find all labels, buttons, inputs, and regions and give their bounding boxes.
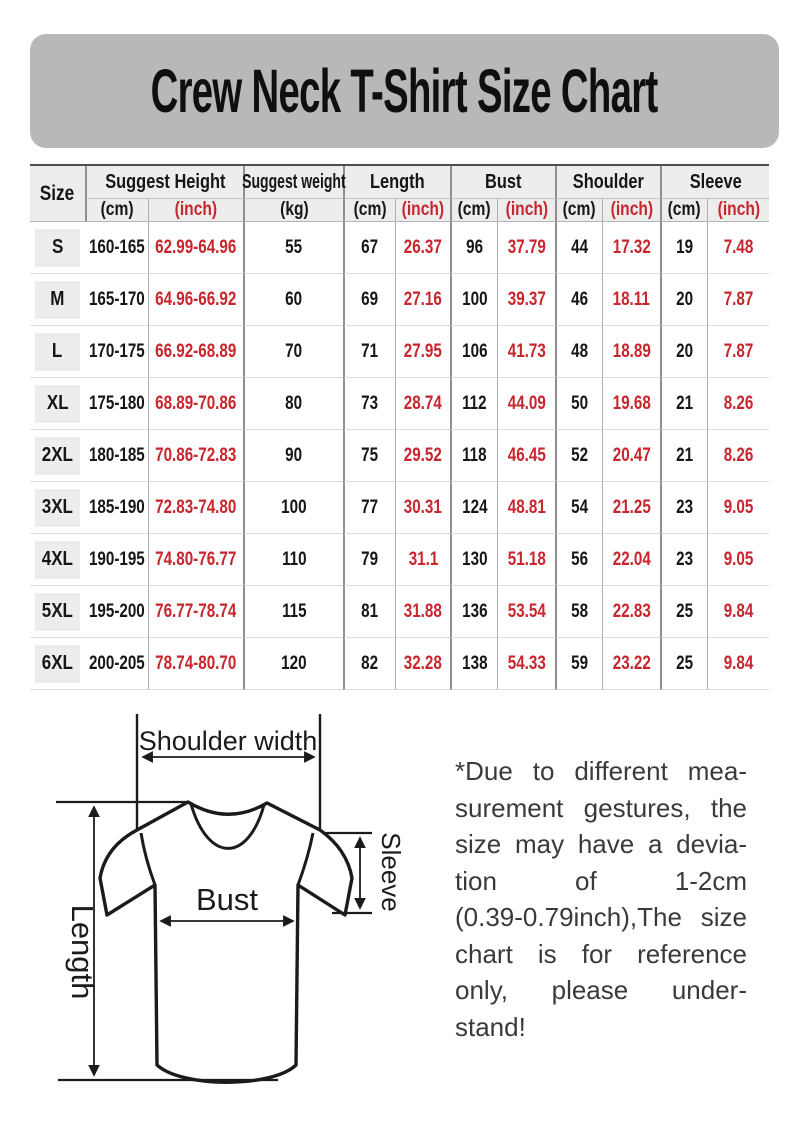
unit-label: (kg): [279, 199, 309, 220]
value-text: 110: [281, 548, 307, 570]
size-badge: [35, 489, 80, 527]
size-cell: [30, 534, 85, 586]
value-cell: [343, 430, 395, 482]
value-text: 8.26: [723, 444, 754, 466]
value-text: 18.11: [612, 288, 651, 310]
value-cell: [243, 534, 343, 586]
value-text: 64.96-66.92: [155, 288, 237, 310]
value-text: 27.95: [403, 340, 443, 362]
note-line: stand!: [455, 1011, 526, 1042]
value-cell: [707, 274, 769, 326]
col-group-bust: [450, 166, 555, 198]
title-banner: [30, 34, 779, 148]
value-text: 9.05: [723, 548, 754, 570]
value-cell: [343, 274, 395, 326]
unit-label: (inch): [174, 199, 218, 220]
value-text: 55: [285, 236, 303, 258]
value-text: 20: [676, 340, 693, 362]
unit-label: (inch): [401, 199, 445, 220]
value-text: 21: [676, 444, 693, 466]
value-text: 175-180: [88, 392, 145, 414]
unit-header-bust-inch: [497, 198, 555, 222]
value-cell: [343, 482, 395, 534]
length-label: Length: [65, 904, 100, 1000]
value-text: 9.84: [723, 652, 754, 674]
value-text: 30.31: [403, 496, 443, 518]
value-text: 48.81: [507, 496, 546, 518]
unit-label: (cm): [668, 199, 701, 220]
value-text: 54: [571, 496, 588, 518]
value-text: 8.26: [723, 392, 754, 414]
value-cell: [343, 326, 395, 378]
col-group-suggest-height: [85, 166, 243, 198]
value-text: 23: [676, 496, 693, 518]
value-cell: [243, 586, 343, 638]
col-group-suggest-weight: [242, 166, 346, 198]
value-cell: [148, 430, 243, 482]
tshirt-measurement-diagram: [10, 700, 450, 1122]
value-cell: [707, 534, 769, 586]
value-cell: [450, 482, 497, 534]
value-cell: [85, 378, 148, 430]
size-cell: [30, 586, 85, 638]
value-text: 70.86-72.83: [155, 444, 237, 466]
value-text: 69: [361, 288, 379, 310]
value-text: 80: [285, 392, 303, 414]
value-cell: [395, 638, 450, 690]
value-text: 90: [285, 444, 303, 466]
value-cell: [450, 430, 497, 482]
value-cell: [148, 482, 243, 534]
group-label: Sleeve: [689, 170, 742, 193]
value-cell: [555, 222, 602, 274]
value-cell: [497, 482, 555, 534]
value-text: 7.48: [723, 236, 754, 258]
value-text: 37.79: [507, 236, 546, 258]
value-cell: [602, 274, 660, 326]
value-cell: [602, 638, 660, 690]
value-text: 67: [361, 236, 379, 258]
value-cell: [660, 482, 707, 534]
group-label: Suggest weight: [242, 170, 346, 193]
value-text: 130: [461, 548, 488, 570]
value-cell: [602, 586, 660, 638]
value-cell: [85, 638, 148, 690]
value-text: 23.22: [612, 652, 651, 674]
value-text: 28.74: [403, 392, 443, 414]
value-text: 70: [285, 340, 303, 362]
value-text: 71: [361, 340, 379, 362]
disclaimer-note: [455, 753, 747, 1045]
value-text: 56: [571, 548, 588, 570]
value-text: 138: [461, 652, 488, 674]
value-text: 9.05: [723, 496, 754, 518]
size-badge: [35, 437, 80, 475]
unit-header-shoulder-cm: [555, 198, 602, 222]
value-cell: [497, 378, 555, 430]
value-text: 100: [461, 288, 488, 310]
note-line: chart is for reference: [455, 938, 747, 969]
size-cell: [30, 482, 85, 534]
value-cell: [395, 222, 450, 274]
value-text: 9.84: [723, 600, 754, 622]
value-cell: [148, 326, 243, 378]
value-cell: [343, 222, 395, 274]
value-cell: [343, 534, 395, 586]
value-text: 41.73: [507, 340, 546, 362]
value-text: 170-175: [88, 340, 145, 362]
value-cell: [85, 326, 148, 378]
value-text: 68.89-70.86: [155, 392, 237, 414]
value-text: 46.45: [507, 444, 546, 466]
shoulder-width-label: Shoulder width: [138, 726, 318, 756]
value-cell: [395, 326, 450, 378]
size-cell: [30, 430, 85, 482]
value-text: 195-200: [88, 600, 145, 622]
value-cell: [660, 586, 707, 638]
size-badge: [35, 229, 80, 267]
value-text: 200-205: [88, 652, 145, 674]
value-text: 23: [676, 548, 693, 570]
value-text: 74.80-76.77: [155, 548, 237, 570]
value-cell: [243, 378, 343, 430]
size-label: XL: [46, 392, 69, 414]
value-text: 106: [461, 340, 488, 362]
sleeve-seam-right: [298, 833, 313, 885]
value-text: 100: [281, 496, 307, 518]
value-text: 165-170: [88, 288, 145, 310]
value-cell: [707, 638, 769, 690]
size-label: 4XL: [41, 548, 74, 570]
value-cell: [243, 326, 343, 378]
value-cell: [497, 222, 555, 274]
value-cell: [395, 378, 450, 430]
value-cell: [243, 482, 343, 534]
value-cell: [555, 534, 602, 586]
note-line: (0.39-0.79inch),The size: [455, 902, 747, 932]
value-cell: [497, 430, 555, 482]
size-label: M: [50, 288, 65, 310]
size-badge: [35, 385, 80, 423]
value-cell: [450, 638, 497, 690]
bust-label: Bust: [195, 882, 259, 917]
value-cell: [497, 586, 555, 638]
value-text: 19.68: [612, 392, 651, 414]
value-cell: [602, 378, 660, 430]
value-text: 124: [461, 496, 488, 518]
size-badge: [35, 645, 80, 683]
value-cell: [660, 274, 707, 326]
value-cell: [395, 482, 450, 534]
size-cell: [30, 638, 85, 690]
note-line: surement gestures, the: [455, 792, 747, 823]
size-cell: [30, 222, 85, 274]
value-cell: [148, 378, 243, 430]
value-text: 66.92-68.89: [155, 340, 237, 362]
size-badge: [35, 281, 80, 319]
unit-label: (inch): [505, 199, 548, 220]
value-cell: [243, 222, 343, 274]
value-cell: [450, 534, 497, 586]
value-text: 31.1: [408, 548, 438, 570]
size-chart-table: [30, 164, 769, 690]
value-text: 115: [281, 600, 307, 622]
value-cell: [602, 326, 660, 378]
unit-header-height-inch: [148, 198, 243, 222]
value-text: 190-195: [88, 548, 145, 570]
value-cell: [707, 222, 769, 274]
note-line: only, please under-: [455, 975, 747, 1005]
value-text: 51.18: [507, 548, 546, 570]
value-text: 112: [462, 392, 487, 414]
value-cell: [707, 586, 769, 638]
value-cell: [555, 274, 602, 326]
value-text: 59: [571, 652, 588, 674]
unit-label: (cm): [101, 199, 134, 220]
value-text: 21: [676, 392, 693, 414]
value-cell: [602, 222, 660, 274]
value-text: 118: [462, 444, 487, 466]
value-cell: [660, 378, 707, 430]
group-label: Length: [370, 170, 425, 193]
value-cell: [343, 638, 395, 690]
value-cell: [497, 274, 555, 326]
sleeve-label: Sleeve: [376, 832, 406, 912]
value-text: 79: [361, 548, 379, 570]
value-cell: [85, 586, 148, 638]
value-cell: [555, 326, 602, 378]
value-text: 27.16: [403, 288, 443, 310]
size-badge: [35, 593, 80, 631]
value-text: 46: [571, 288, 588, 310]
value-text: 44: [571, 236, 588, 258]
value-cell: [497, 534, 555, 586]
value-text: 76.77-78.74: [155, 600, 237, 622]
size-label: 2XL: [41, 444, 74, 466]
col-header-size: [30, 166, 85, 222]
unit-header-length-cm: [343, 198, 395, 222]
value-cell: [555, 482, 602, 534]
value-cell: [660, 534, 707, 586]
value-cell: [497, 638, 555, 690]
size-label: L: [52, 340, 63, 362]
value-cell: [660, 222, 707, 274]
value-text: 32.28: [403, 652, 443, 674]
value-cell: [343, 586, 395, 638]
unit-header-height-cm: [85, 198, 148, 222]
value-text: 31.88: [403, 600, 443, 622]
value-cell: [395, 534, 450, 586]
value-cell: [148, 534, 243, 586]
unit-header-weight-kg: [243, 198, 343, 222]
value-cell: [450, 222, 497, 274]
value-cell: [395, 274, 450, 326]
value-cell: [395, 430, 450, 482]
value-text: 96: [466, 236, 483, 258]
unit-label: (inch): [717, 199, 760, 220]
value-cell: [243, 638, 343, 690]
unit-label: (cm): [563, 199, 596, 220]
value-text: 53.54: [507, 600, 546, 622]
value-cell: [450, 274, 497, 326]
value-cell: [555, 638, 602, 690]
col-group-shoulder: [555, 166, 660, 198]
value-text: 22.04: [612, 548, 651, 570]
size-label: 6XL: [41, 652, 74, 674]
value-cell: [602, 534, 660, 586]
value-text: 44.09: [507, 392, 546, 414]
unit-header-sleeve-inch: [707, 198, 769, 222]
value-cell: [660, 326, 707, 378]
value-cell: [85, 274, 148, 326]
value-text: 62.99-64.96: [155, 236, 237, 258]
value-cell: [148, 586, 243, 638]
value-text: 7.87: [723, 288, 754, 310]
value-text: 60: [285, 288, 303, 310]
value-cell: [343, 378, 395, 430]
value-text: 136: [461, 600, 488, 622]
value-text: 19: [676, 236, 693, 258]
value-cell: [660, 430, 707, 482]
value-text: 54.33: [507, 652, 546, 674]
size-cell: [30, 326, 85, 378]
col-header-size-label: Size: [40, 181, 75, 205]
unit-header-length-inch: [395, 198, 450, 222]
size-label: S: [51, 236, 64, 258]
unit-label: (cm): [458, 199, 491, 220]
size-label: 5XL: [41, 600, 74, 622]
size-label: 3XL: [41, 496, 74, 518]
value-text: 50: [571, 392, 588, 414]
note-line: tion of 1-2cm: [455, 865, 747, 896]
unit-header-sleeve-cm: [660, 198, 707, 222]
value-text: 7.87: [723, 340, 754, 362]
value-text: 185-190: [88, 496, 145, 518]
value-text: 20.47: [612, 444, 651, 466]
value-text: 78.74-80.70: [155, 652, 237, 674]
value-cell: [707, 430, 769, 482]
value-cell: [660, 638, 707, 690]
value-cell: [555, 586, 602, 638]
value-text: 17.32: [612, 236, 651, 258]
value-cell: [707, 326, 769, 378]
value-text: 81: [361, 600, 379, 622]
unit-header-bust-cm: [450, 198, 497, 222]
value-cell: [707, 482, 769, 534]
value-text: 26.37: [403, 236, 443, 258]
group-label: Shoulder: [572, 170, 645, 193]
value-text: 22.83: [612, 600, 651, 622]
value-text: 48: [571, 340, 588, 362]
value-text: 25: [676, 652, 693, 674]
sleeve-seam-left: [141, 833, 155, 885]
value-cell: [602, 482, 660, 534]
value-text: 82: [361, 652, 379, 674]
note-line: *Due to different mea-: [455, 756, 747, 786]
value-cell: [450, 378, 497, 430]
size-badge: [35, 541, 80, 579]
value-text: 180-185: [88, 444, 145, 466]
page-title: Crew Neck T-Shirt Size Chart: [151, 56, 658, 126]
value-text: 120: [281, 652, 307, 674]
group-label: Suggest Height: [104, 170, 226, 193]
value-text: 29.52: [403, 444, 443, 466]
value-cell: [450, 586, 497, 638]
col-group-length: [343, 166, 450, 198]
value-cell: [148, 638, 243, 690]
value-cell: [85, 482, 148, 534]
value-cell: [243, 274, 343, 326]
tshirt-outline: [100, 802, 352, 1082]
unit-header-shoulder-inch: [602, 198, 660, 222]
value-text: 18.89: [612, 340, 651, 362]
value-cell: [85, 430, 148, 482]
value-text: 58: [571, 600, 588, 622]
size-badge: [35, 333, 80, 371]
group-label: Bust: [485, 170, 522, 193]
value-cell: [395, 586, 450, 638]
value-cell: [450, 326, 497, 378]
value-cell: [243, 430, 343, 482]
value-text: 52: [571, 444, 588, 466]
value-cell: [148, 274, 243, 326]
value-cell: [85, 534, 148, 586]
value-text: 21.25: [612, 496, 651, 518]
value-cell: [148, 222, 243, 274]
size-cell: [30, 274, 85, 326]
value-cell: [602, 430, 660, 482]
value-text: 73: [361, 392, 379, 414]
col-group-sleeve: [660, 166, 769, 198]
value-cell: [555, 430, 602, 482]
value-cell: [555, 378, 602, 430]
value-text: 20: [676, 288, 693, 310]
value-text: 77: [361, 496, 379, 518]
size-cell: [30, 378, 85, 430]
unit-label: (inch): [610, 199, 653, 220]
value-text: 160-165: [88, 236, 145, 258]
unit-label: (cm): [353, 199, 387, 220]
value-text: 72.83-74.80: [155, 496, 237, 518]
value-cell: [707, 378, 769, 430]
value-text: 39.37: [507, 288, 546, 310]
value-text: 25: [676, 600, 693, 622]
value-text: 75: [361, 444, 379, 466]
value-cell: [85, 222, 148, 274]
value-cell: [497, 326, 555, 378]
note-line: size may have a devia-: [455, 829, 747, 859]
